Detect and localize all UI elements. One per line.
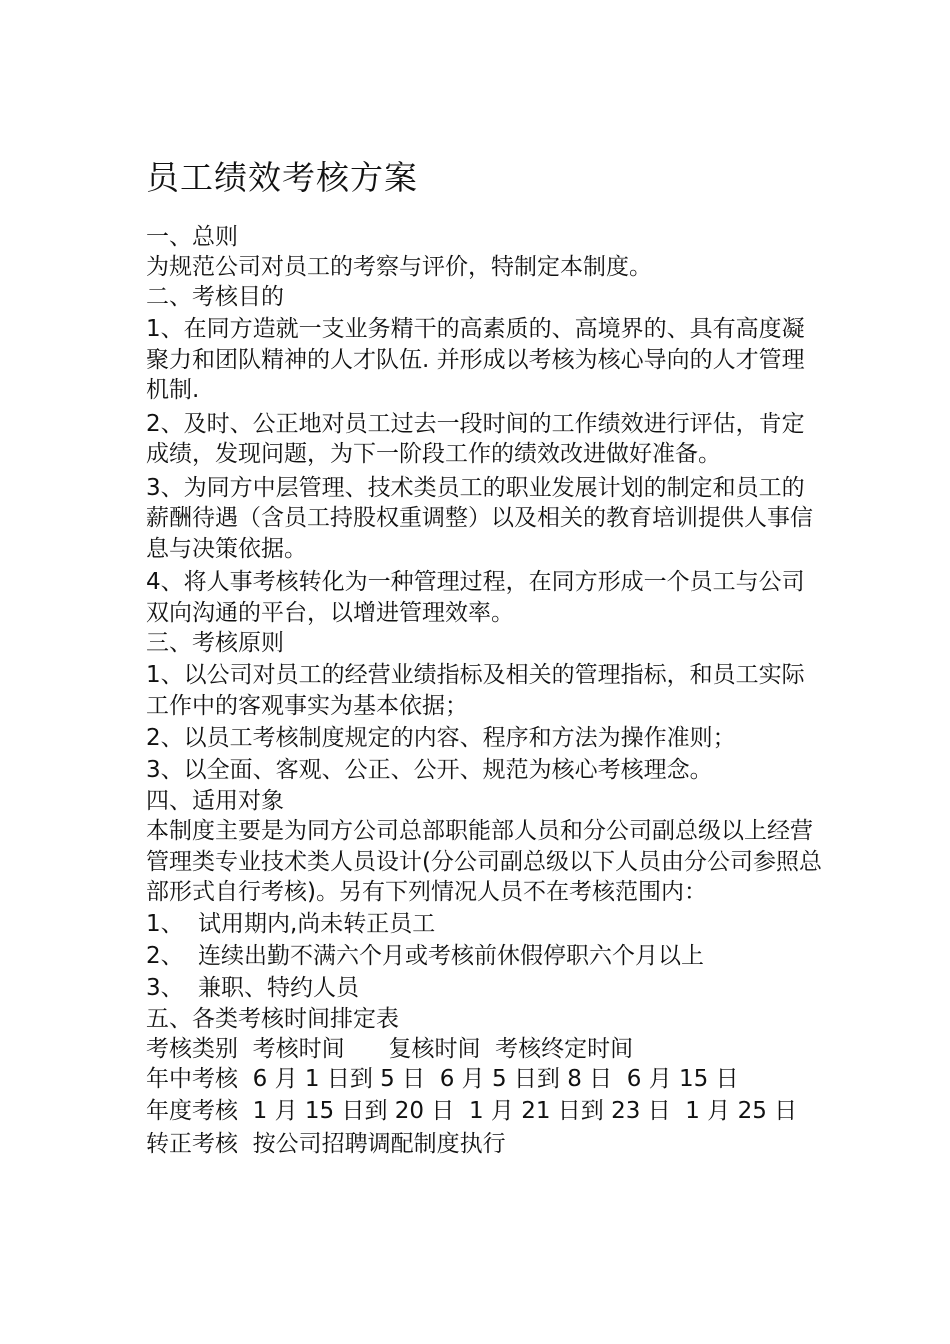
exclusion-number: 2、 (146, 942, 184, 969)
purpose-item: 1、在同方造就一支业务精干的高素质的、高境界的、具有高度凝聚力和团队精神的人才队伍. 并形成以考核为核心导向的人才管理机制. (146, 316, 805, 403)
exclusion-number: 1、 (146, 910, 184, 937)
exclusion-item (146, 940, 826, 972)
scope-text: 本制度主要是为同方公司总部职能部人员和分公司副总级以上经营管理类专业技术类人员设计(分公司副总级以下人员由分公司参照总部形式自行考核)。另有下列情况人员不在考核范围内： (146, 818, 822, 905)
purpose-item: 3、为同方中层管理、技术类员工的职业发展计划的制定和员工的薪酬待遇（含员工持股权重调整）以及相关的教育培训提供人事信息与决策依据。 (146, 474, 813, 562)
schedule-row: 年度考核 1 月 15 日到 20 日 1 月 21 日到 23 日 1 月 25 日 (146, 1097, 798, 1124)
document-page (146, 156, 826, 1159)
section-heading-schedule: 五、各类考核时间排定表 (146, 1005, 399, 1032)
schedule-row: 年中考核 6 月 1 日到 5 日 6 月 5 日到 8 日 6 月 15 日 (146, 1065, 739, 1092)
exclusion-number: 3、 (146, 974, 184, 1001)
principle-item: 1、以公司对员工的经营业绩指标及相关的管理指标，和员工实际工作中的客观事实为基本依据； (146, 662, 805, 719)
principle-item: 3、以全面、客观、公正、公开、规范为核心考核理念。 (146, 757, 713, 783)
exclusion-text: 兼职、特约人员 (198, 974, 359, 1001)
purpose-item: 4、将人事考核转化为一种管理过程，在同方形成一个员工与公司双向沟通的平台，以增进管理效率。 (146, 569, 805, 626)
exclusion-item (146, 908, 826, 940)
purpose-item: 2、及时、公正地对员工过去一段时间的工作绩效进行评估，肯定成绩，发现问题，为下一阶段工作的绩效改进做好准备。 (146, 410, 805, 467)
section-heading-purpose: 二、考核目的 (146, 284, 284, 310)
section-heading-principles: 三、考核原则 (146, 630, 284, 656)
section-heading-general: 一、总则 (146, 224, 238, 250)
principle-item: 2、以员工考核制度规定的内容、程序和方法为操作准则； (146, 725, 736, 751)
exclusion-item (146, 972, 826, 1004)
exclusion-text: 试用期内,尚未转正员工 (198, 910, 436, 937)
section-heading-scope: 四、适用对象 (146, 788, 284, 814)
schedule-header: 考核类别 考核时间 复核时间 考核终定时间 (146, 1035, 634, 1062)
exclusion-text: 连续出勤不满六个月或考核前休假停职六个月以上 (198, 942, 704, 969)
schedule-row: 转正考核 按公司招聘调配制度执行 (146, 1130, 506, 1157)
document-title: 员工绩效考核方案 (146, 158, 418, 197)
general-text: 为规范公司对员工的考察与评价，特制定本制度。 (146, 254, 652, 280)
